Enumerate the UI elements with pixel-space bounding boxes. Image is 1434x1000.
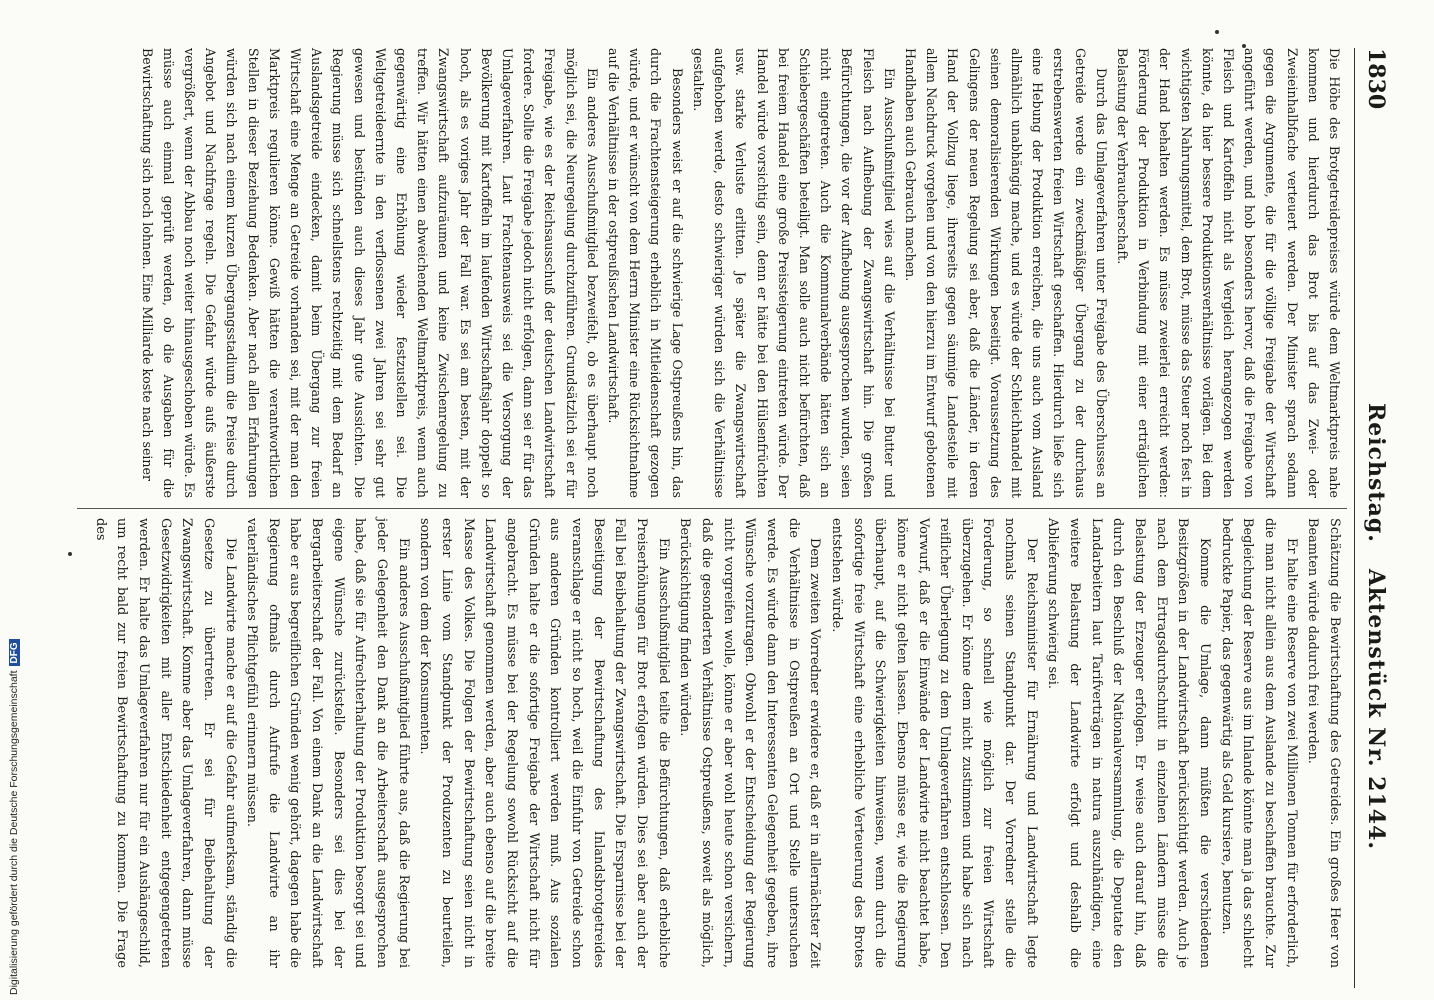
paragraph: Der Reichsminister für Ernährung und Landwirtschaft legte nochmals seinen Standpunkt dar. Der Vorredner stelle die Forderung, so schnell wie möglich zur freien Wirtschaft überzugehen. Er könne dem nicht zustimmen und habe sich nach reiflicher Überlegung zu dem Umlageverfahren entschlossen. Den Vorwurf, daß er die Einwände der Landwirte nicht beachtet habe, könne er nicht gelten lassen. Ebenso müsse er, wie die Regierung überhaupt, auf die Schwierigkeiten hinweisen, wenn durch die sofortige freie Wirtschaft eine erhebliche Verteuerung des Brotes entstehen würde. xyxy=(828,518,1039,968)
paragraph: Die Höhe des Brotgetreidepreises würde dem Weltmarktpreis nahe kommen und hierdurch das Brot bis auf das Zwei- oder Zweieinhalbfache verteuert werden. Der Minister sprach sodann gegen die Argumente, die für die völlige Freigabe der Wirtschaft angeführt werden, und hob besonders hervor, daß die Freigabe von Fleisch und Kartoffeln nicht als Vergleich herangezogen werden könnte, da hier bessere Produktionsverhältnisse vorlägen. Bei dem wichtigsten Nahrungsmittel, dem Brot, müsse das Steuer noch fest in der Hand behalten werden. Es müsse zweierlei erreicht werden: Förderung der Produktion in Verbindung mit einer erträglichen Belastung der Verbraucherschaft. xyxy=(1114,48,1342,498)
right-column xyxy=(89,518,1345,968)
header-rule xyxy=(1354,48,1355,988)
section-title xyxy=(1363,403,1389,850)
paragraph: Komme die Umlage, dann müßten die verschiedenen Besitzgrößen in der Landwirtschaft berücksichtigt werden. Auch je nach dem Ertragsdurchschnitt in einzelnen Ländern müsse die Belastung der Erzeuger erfolgen. Er weise auch darauf hin, daß durch den Beschluß der Nationalversammlung, die Deputate den Landarbeitern laut Tarifverträgen in natura auszuhändigen, eine weitere Belastung der Landwirte erfolgt und deshalb die Ablieferung schwierig sei. xyxy=(1045,518,1213,968)
rotated-document xyxy=(65,48,1395,988)
column-divider xyxy=(77,508,1347,509)
paragraph: Ein anderes Ausschußmitglied bezweifelt, ob es überhaupt noch möglich sei, die Neuregelung durchzuführen. Grundsätzlich sei er für Freigabe, wie es der Reichsausschuß der deutschen Landwirtschaft fordere. Sollte die Freigabe jedoch nicht erfolgen, dann sei er für das Umlageverfahren. Laut Frachtenausweis sei die Versorgung der Bevölkerung mit Kartoffeln im laufenden Wirtschaftsjahr doppelt so hoch, als es voriges Jahr der Fall war. Es sei am besten, mit der Zwangswirtschaft aufzuräumen und keine Zwischenregelung zu treffen. Wir hätten einen abweichenden Weltmarktpreis, wenn auch gegenwärtig eine Erhöhung wieder festzustellen sei. Die Weltgetreideernte in den verflossenen zwei Jahren sei sehr gut gewesen und bestünden auch dieses Jahr gute Aussichten. Die Regierung müsse sich schnellstens rechtzeitig mit dem Bedarf an Auslandsgetreide eindecken, damit beim Übergang zur freien Wirtschaft eine Menge an Getreide vorhanden sei, mit der man den Marktpreis regulieren könne. Gewiß hätten die verantwortlichen Stellen in dieser Beziehung Bedenken. Aber nach allen Erfahrungen würden sich nach einem kurzen Übergangsstadium die Preise durch Angebot und Nachfrage regeln. Die Gefahr würde aufs äußerste vergrößert, wenn der Abbau noch weiter hinausgeschoben würde. Es müsse auch einmal geprüft werden, ob die Ausgaben für die Bewirtschaftung sich noch lohnen. Eine Milliarde koste nach seiner xyxy=(139,48,600,498)
document-number: Aktenstück Nr. 2144. xyxy=(1363,568,1389,851)
page-header xyxy=(1355,48,1395,988)
paragraph: Ein Ausschußmitglied wies auf die Verhältnisse bei Butter und Fleisch nach Aufhebung der Zwangswirtschaft hin. Die großen Befürchtungen, die vor der Aufhebung ausgesprochen wurden, seien nicht eingetreten. Auch die Kommunalverbände hätten sich an Schiebergeschäften beteiligt. Man solle auch nicht befürchten, daß bei freiem Handel eine große Preissteigerung eintreten würde. Der Handel würde vorsichtig sein, denn er hätte bei den Hülsenfrüchten usw. starke Verluste erlitten. Je später die Zwangswirtschaft aufgehoben werde, desto schwieriger würden sich die Verhältnisse gestalten. xyxy=(690,48,897,498)
paragraph: Ein Ausschußmitglied teilte die Befürchtungen, daß erhebliche Preiserhöhungen für Brot erfolgen würden. Dies sei aber auch der Fall bei Beibehaltung der Zwangswirtschaft. Die Ersparnisse bei der Beseitigung der Bewirtschaftung des Inlandsbrotgetreides veranschlage er nicht so hoch, weil die Einfuhr von Getreide schon aus anderen Gründen kontrolliert werden muß. Aus sozialen Gründen halte er die sofortige Freigabe der Wirtschaft nicht für angebracht. Es müsse bei der Regelung sowohl Rücksicht auf die Landwirtschaft genommen werden, aber auch ebenso auf die breite Masse des Volkes. Die Folgen der Bewirtschaftung seien nicht in erster Linie vom Standpunkt der Produzenten zu beurteilen, sondern von dem der Konsumenten. xyxy=(417,518,671,968)
credit-text: Digitalisierung gefördert durch die Deutsche Forschungsgemeinschaft xyxy=(8,670,20,995)
paragraph: Er halte eine Reserve von zwei Millionen Tonnen für erforderlich, die man nicht allein aus dem Auslande zu beschaffen brauchte. Zur Begleichung der Reserve aus im Inlande könnte man ja das schlecht bedruckte Papier, das gegenwärtig als Geld kursiere, benutzen. xyxy=(1218,518,1299,968)
paragraph: Besonders weist er auf die schwierige Lage Ostpreußens hin, das durch die Frachtensteigerung erheblich in Mitleidenschaft gezogen würde, und er wünscht von dem Herrn Minister eine Rücksichtnahme auf die Verhältnisse in der ostpreußischen Landwirtschaft. xyxy=(606,48,685,498)
paragraph: Schätzung die Bewirtschaftung des Getreides. Ein großes Heer von Beamten würde dadurch frei werden. xyxy=(1305,518,1342,968)
speck-mark xyxy=(1215,30,1219,34)
paragraph: Die Landwirte mache er auf die Gefahr aufmerksam, ständig die Gesetze zu übertreten. Er sei für Beibehaltung der Zwangswirtschaft. Komme aber das Umlageverfahren, dann müsse Gesetzwidrigkeiten mit aller Entschiedenheit entgegengetreten werden. Er halte das Umlageverfahren nur für ein Aushängeschild, um recht bald zur freien Bewirtschaftung zu kommen. Die Frage des xyxy=(92,518,238,968)
dfg-logo: DFG xyxy=(9,639,20,666)
paragraph: Ein anderes Ausschußmitglied führte aus, daß die Regierung bei jeder Gelegenheit den Dank an die Arbeiterschaft ausgesprochen habe, daß sie für Aufrechterhaltung der Produktion besorgt sei und eigene Wünsche zurückstelle. Besonders sei dies bei der Bergarbeiterschaft der Fall. Von einem Dank an die Landwirtschaft habe er aus begreiflichen Gründen wenig gehört, dagegen habe die Regierung oftmals durch Aufrufe die Landwirte an ihr vaterländisches Pflichtgefühl erinnern müssen. xyxy=(244,518,411,968)
paragraph: Dem zweiten Vorredner erwidere er, daß er in allernächster Zeit die Verhältnisse in Ostpreußen an Ort und Stelle untersuchen werde. Es würde dann den Interessenten Gelegenheit gegeben, ihre Wünsche vorzutragen. Obwohl er der Entscheidung der Regierung nicht vorgreifen wolle, könne er aber wohl heute schon versichern, daß die gesonderten Verhältnisse Ostpreußens, soweit als möglich, Berücksichtigung finden würden. xyxy=(677,518,823,968)
credit-line xyxy=(8,639,20,995)
page-number: 1830 xyxy=(1363,48,1389,110)
paragraph: Durch das Umlageverfahren unter Freigabe des Überschusses an Getreide werde ein zweckmäßiger Übergang zu der durchaus erstrebenswerten freien Wirtschaft geschaffen. Hierdurch ließe sich eine Hebung der Produktion erreichen, die uns auch vom Ausland allmählich unabhängig mache, und es würde der Schleichhandel mit seinen demoralisierenden Wirkungen beseitigt. Voraussetzung des Gelingens der neuen Regelung sei aber, daß die Länder, in deren Hand der Vollzug liege, ihrerseits gegen säumige Landesteile mit allem Nachdruck vorgehen und von den hierzu im Entwurf gebotenen Handhaben auch Gebrauch machen. xyxy=(902,48,1109,498)
left-column xyxy=(136,48,1345,498)
section-name: Reichstag. xyxy=(1363,403,1389,543)
